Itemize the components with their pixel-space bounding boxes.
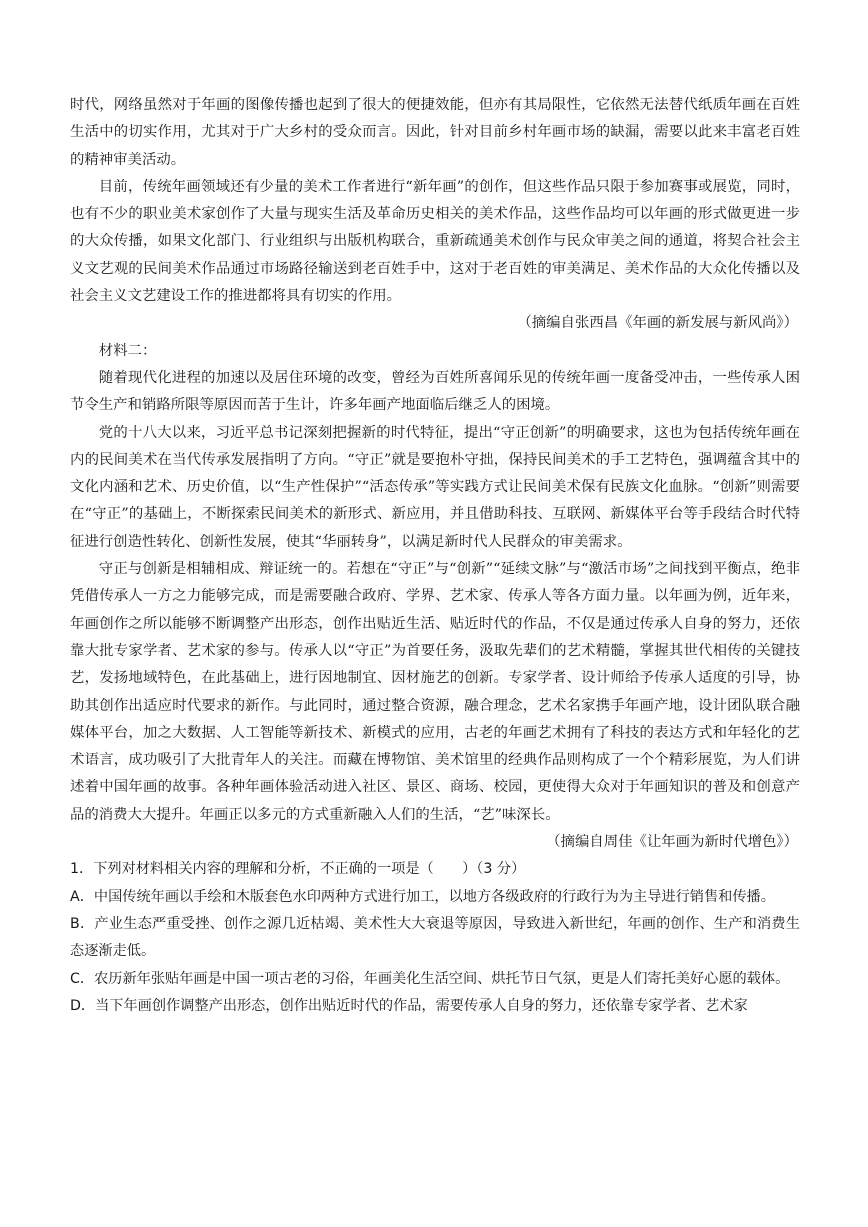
article-paragraph: 党的十八大以来，习近平总书记深刻把握新的时代特征，提出“守正创新”的明确要求，这也为包括传统年画在内的民间美术在当代传承发展指明了方向。“守正”就是要抱朴守拙，保持民间美术的手工艺特色，强调蕴含其中的文化内涵和艺术、历史价值，以“生产性保护”“活态传承”等实践方式让民间美术保有民族文化血脉。“创新”则需要在“守正”的基础上，不断探索民间美术的新形式、新应用，并且借助科技、互联网、新媒体平台等手段结合时代特征进行创造性转化、创新性发展，使其“华丽转身”，以满足新时代人民群众的审美需求。	[70, 424, 800, 550]
source-citation: （摘编自周佳《让年画为新时代增色》）	[546, 834, 798, 851]
answer-option-c: C．农历新年张贴年画是中国一项古老的习俗，年画美化生活空间、烘托节日气氛，更是人们寄托美好心愿的载体。	[70, 970, 790, 987]
article-paragraph: 随着现代化进程的加速以及居住环境的改变，曾经为百姓所喜闻乐见的传统年画一度备受冲击，一些传承人困节令生产和销路所限等原因而苦于生计，许多年画产地面临后继乏人的困境。	[70, 369, 800, 414]
article-paragraph: 时代，网络虽然对于年画的图像传播也起到了很大的便捷效能，但亦有其局限性，它依然无法替代纸质年画在百姓生活中的切实作用，尤其对于广大乡村的受众而言。因此，针对目前乡村年画市场的缺漏，需要以此来丰富老百姓的精神审美活动。	[70, 97, 800, 168]
document-page	[70, 92, 800, 1020]
answer-option-b: B．产业生态严重受挫、创作之源几近枯竭、美术性大大衰退等原因，导致进入新世纪，年画的创作、生产和消费生态逐渐走低。	[70, 915, 800, 960]
question-stem: 1．下列对材料相关内容的理解和分析，不正确的一项是（ ）（3 分）	[70, 861, 526, 878]
source-citation: （摘编自张西昌《年画的新发展与新风尚》）	[517, 315, 798, 332]
answer-option-d: D．当下年画创作调整产出形态，创作出贴近时代的作品，需要传承人自身的努力，还依靠专家学者、艺术家	[70, 997, 748, 1014]
article-paragraph: 目前，传统年画领域还有少量的美术工作者进行“新年画”的创作，但这些作品只限于参加赛事或展览，同时，也有不少的职业美术家创作了大量与现实生活及革命历史相关的美术作品，这些作品均可以年画的形式做更进一步的大众传播，如果文化部门、行业组织与出版机构联合，重新疏通美术创作与民众审美之间的通道，将契合社会主义文艺观的民间美术作品通过市场路径输送到老百姓手中，这对于老百姓的审美满足、美术作品的大众化传播以及社会主义文艺建设工作的推进都将具有切实的作用。	[70, 178, 800, 305]
material-heading: 材料二：	[98, 342, 157, 359]
article-paragraph: 守正与创新是相辅相成、辩证统一的。若想在“守正”与“创新”“延续文脉”与“激活市场”之间找到平衡点，绝非凭借传承人一方之力能够完成，而是需要融合政府、学界、艺术家、传承人等各方面力量。以年画为例，近年来，年画创作之所以能够不断调整产出形态，创作出贴近生活、贴近时代的作品，不仅是通过传承人自身的努力，还依靠大批专家学者、艺术家的参与。传承人以“守正”为首要任务，汲取先辈们的艺术精髓，掌握其世代相传的关键技艺，发扬地域特色，在此基础上，进行因地制宜、因材施艺的创新。专家学者、设计师给予传承人适度的引导，协助其创作出适应时代要求的新作。与此同时，通过整合资源，融合理念，艺术名家携手年画产地，设计团队联合融媒体平台，加之大数据、人工智能等新技术、新模式的应用，古老的年画艺术拥有了科技的表达方式和年轻化的艺术语言，成功吸引了大批青年人的关注。而藏在博物馆、美术馆里的经典作品则构成了一个个精彩展览，为人们讲述着中国年画的故事。各种年画体验活动进入社区、景区、商场、校园，更使得大众对于年画知识的普及和创意产品的消费大大提升。年画正以多元的方式重新融入人们的生活，“艺”味深长。	[70, 561, 800, 823]
answer-option-a: A．中国传统年画以手绘和木版套色水印两种方式进行加工，以地方各级政府的行政行为为主导进行销售和传播。	[70, 888, 775, 905]
